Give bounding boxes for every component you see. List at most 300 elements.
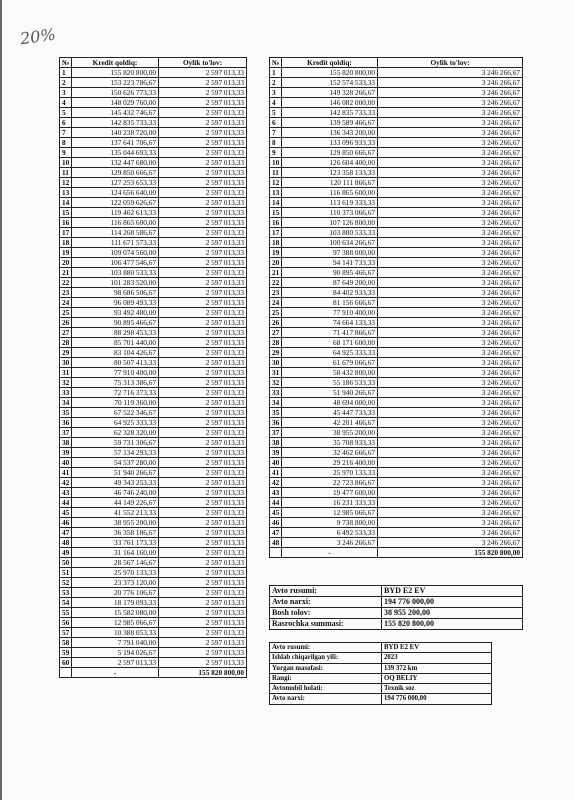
header-number: № (60, 58, 72, 68)
row-monthly-payment: 2 597 013,33 (159, 278, 247, 288)
table-row (270, 258, 523, 268)
row-credit-balance: 133 096 933,33 (282, 138, 378, 148)
row-credit-balance: 109 074 560,00 (72, 248, 159, 258)
row-monthly-payment: 2 597 013,33 (159, 168, 247, 178)
row-monthly-payment: 3 246 266,67 (378, 398, 523, 408)
row-credit-balance: 90 895 466,67 (72, 318, 159, 328)
row-number: 30 (60, 358, 72, 368)
row-number: 41 (270, 468, 282, 478)
table-row (60, 198, 247, 208)
row-number: 35 (60, 408, 72, 418)
row-monthly-payment: 2 597 013,33 (159, 548, 247, 558)
row-credit-balance: 9 738 800,00 (282, 518, 378, 528)
row-monthly-payment: 2 597 013,33 (159, 88, 247, 98)
row-credit-balance: 87 649 200,00 (282, 278, 378, 288)
row-monthly-payment: 3 246 266,67 (378, 348, 523, 358)
row-credit-balance: 61 679 066,67 (282, 358, 378, 368)
row-monthly-payment: 3 246 266,67 (378, 178, 523, 188)
table-row (60, 508, 247, 518)
row-credit-balance: 77 910 400,00 (72, 368, 159, 378)
row-number: 4 (270, 98, 282, 108)
row-credit-balance: 51 940 266,67 (72, 468, 159, 478)
row-monthly-payment: 2 597 013,33 (159, 518, 247, 528)
row-number: 48 (60, 538, 72, 548)
header-credit-balance: Kredit qoldiq: (72, 58, 159, 68)
row-monthly-payment: 2 597 013,33 (159, 298, 247, 308)
row-monthly-payment: 2 597 013,33 (159, 458, 247, 468)
table-row (60, 488, 247, 498)
table-row (270, 268, 523, 278)
row-credit-balance: 46 746 240,00 (72, 488, 159, 498)
row-monthly-payment: 3 246 266,67 (378, 88, 523, 98)
row-credit-balance: 132 447 680,00 (72, 158, 159, 168)
row-credit-balance: 75 313 386,67 (72, 378, 159, 388)
table-row (270, 418, 523, 428)
row-credit-balance: 16 231 333,33 (282, 498, 378, 508)
row-credit-balance: 62 328 320,00 (72, 428, 159, 438)
table-row (270, 228, 523, 238)
row-monthly-payment: 3 246 266,67 (378, 258, 523, 268)
table-row (60, 78, 247, 88)
info-label: Rangi: (270, 673, 382, 683)
total-empty (270, 548, 282, 558)
row-monthly-payment: 2 597 013,33 (159, 468, 247, 478)
table-row (60, 628, 247, 638)
table-row (60, 238, 247, 248)
row-number: 19 (60, 248, 72, 258)
row-credit-balance: 122 059 626,67 (72, 198, 159, 208)
info-label: Avtomobil holati: (270, 684, 382, 694)
row-number: 57 (60, 628, 72, 638)
row-number: 46 (60, 518, 72, 528)
table-row (270, 128, 523, 138)
total-row (60, 668, 247, 678)
info-value: BYD E2 EV (382, 643, 492, 653)
table-row (270, 398, 523, 408)
row-monthly-payment: 2 597 013,33 (159, 348, 247, 358)
row-number: 6 (60, 118, 72, 128)
row-monthly-payment: 3 246 266,67 (378, 318, 523, 328)
info-value: 194 776 000,00 (382, 694, 492, 704)
row-credit-balance: 155 820 800,00 (282, 68, 378, 78)
row-monthly-payment: 3 246 266,67 (378, 98, 523, 108)
table-row (270, 168, 523, 178)
table-row (60, 468, 247, 478)
row-monthly-payment: 2 597 013,33 (159, 398, 247, 408)
row-credit-balance: 33 761 173,33 (72, 538, 159, 548)
row-number: 5 (60, 108, 72, 118)
row-number: 15 (270, 208, 282, 218)
table-row (60, 608, 247, 618)
row-credit-balance: 137 641 706,67 (72, 138, 159, 148)
table-row (60, 88, 247, 98)
row-number: 56 (60, 618, 72, 628)
row-number: 42 (270, 478, 282, 488)
row-number: 29 (60, 348, 72, 358)
row-monthly-payment: 3 246 266,67 (378, 158, 523, 168)
table-row (270, 378, 523, 388)
row-credit-balance: 152 574 533,33 (282, 78, 378, 88)
row-credit-balance: 44 149 226,67 (72, 498, 159, 508)
table-row (60, 138, 247, 148)
table-row (60, 318, 247, 328)
table-row (60, 218, 247, 228)
row-credit-balance: 45 447 733,33 (282, 408, 378, 418)
row-monthly-payment: 2 597 013,33 (159, 248, 247, 258)
row-monthly-payment: 2 597 013,33 (159, 638, 247, 648)
row-credit-balance: 58 432 800,00 (282, 368, 378, 378)
row-credit-balance: 5 194 026,67 (72, 648, 159, 658)
row-number: 29 (270, 348, 282, 358)
info-row (270, 694, 492, 704)
info-value: BYD E2 EV (382, 586, 523, 597)
row-monthly-payment: 3 246 266,67 (378, 418, 523, 428)
table-row (270, 158, 523, 168)
row-monthly-payment: 2 597 013,33 (159, 508, 247, 518)
row-number: 6 (270, 118, 282, 128)
right-payment-table (269, 57, 523, 558)
row-credit-balance: 90 895 466,67 (282, 268, 378, 278)
info-label: Avto rusumi: (270, 586, 382, 597)
row-credit-balance: 116 865 600,00 (72, 218, 159, 228)
row-credit-balance: 6 492 533,33 (282, 528, 378, 538)
row-monthly-payment: 3 246 266,67 (378, 538, 523, 548)
row-monthly-payment: 2 597 013,33 (159, 198, 247, 208)
table-row (60, 228, 247, 238)
table-row (60, 518, 247, 528)
row-number: 22 (270, 278, 282, 288)
row-number: 55 (60, 608, 72, 618)
table-row (270, 428, 523, 438)
table-row (60, 658, 247, 668)
row-number: 4 (60, 98, 72, 108)
row-credit-balance: 18 179 093,33 (72, 598, 159, 608)
row-monthly-payment: 3 246 266,67 (378, 448, 523, 458)
row-monthly-payment: 2 597 013,33 (159, 338, 247, 348)
row-monthly-payment: 3 246 266,67 (378, 108, 523, 118)
row-number: 16 (60, 218, 72, 228)
row-number: 10 (270, 158, 282, 168)
info-label: Ishlab chiqarilgan yili: (270, 653, 382, 663)
table-row (270, 308, 523, 318)
info-value: Texnik soz (382, 684, 492, 694)
row-monthly-payment: 2 597 013,33 (159, 68, 247, 78)
table-row (60, 588, 247, 598)
info-value: 2023 (382, 653, 492, 663)
row-monthly-payment: 3 246 266,67 (378, 438, 523, 448)
row-credit-balance: 32 462 666,67 (282, 448, 378, 458)
row-monthly-payment: 3 246 266,67 (378, 298, 523, 308)
table-row (270, 538, 523, 548)
table-row (60, 178, 247, 188)
table-row (270, 138, 523, 148)
info-row (270, 586, 523, 597)
row-number: 32 (270, 378, 282, 388)
car-summary-table (269, 585, 523, 630)
row-number: 2 (270, 78, 282, 88)
row-number: 26 (60, 318, 72, 328)
row-number: 48 (270, 538, 282, 548)
row-credit-balance: 38 955 200,00 (72, 518, 159, 528)
table-row (60, 248, 247, 258)
scan-edge (0, 0, 2, 800)
table-row (270, 368, 523, 378)
row-number: 14 (60, 198, 72, 208)
info-label: Avto narxi: (270, 694, 382, 704)
row-credit-balance: 107 126 800,00 (282, 218, 378, 228)
row-number: 7 (60, 128, 72, 138)
row-number: 16 (270, 218, 282, 228)
row-credit-balance: 135 044 693,33 (72, 148, 159, 158)
table-row (60, 368, 247, 378)
row-number: 20 (270, 258, 282, 268)
row-number: 33 (60, 388, 72, 398)
table-row (60, 208, 247, 218)
row-number: 52 (60, 578, 72, 588)
row-monthly-payment: 2 597 013,33 (159, 388, 247, 398)
table-row (60, 328, 247, 338)
row-credit-balance: 41 552 213,33 (72, 508, 159, 518)
row-monthly-payment: 3 246 266,67 (378, 68, 523, 78)
row-credit-balance: 93 492 480,00 (72, 308, 159, 318)
info-label: Avto rusumi: (270, 643, 382, 653)
row-credit-balance: 51 940 266,67 (282, 388, 378, 398)
row-monthly-payment: 3 246 266,67 (378, 308, 523, 318)
row-number: 21 (270, 268, 282, 278)
row-monthly-payment: 2 597 013,33 (159, 608, 247, 618)
row-number: 59 (60, 648, 72, 658)
row-number: 38 (270, 438, 282, 448)
row-credit-balance: 7 791 040,00 (72, 638, 159, 648)
info-value: 194 776 000,00 (382, 597, 523, 608)
row-monthly-payment: 2 597 013,33 (159, 478, 247, 488)
table-row (270, 148, 523, 158)
row-monthly-payment: 3 246 266,67 (378, 218, 523, 228)
row-credit-balance: 55 186 533,33 (282, 378, 378, 388)
row-number: 18 (60, 238, 72, 248)
table-row (270, 488, 523, 498)
row-number: 1 (60, 68, 72, 78)
table-row (60, 538, 247, 548)
row-credit-balance: 57 134 293,33 (72, 448, 159, 458)
row-monthly-payment: 2 597 013,33 (159, 408, 247, 418)
info-value: OQ BELIY (382, 673, 492, 683)
table-row (270, 238, 523, 248)
row-monthly-payment: 2 597 013,33 (159, 238, 247, 248)
info-value: 155 820 800,00 (382, 619, 523, 630)
row-number: 35 (270, 408, 282, 418)
row-monthly-payment: 2 597 013,33 (159, 448, 247, 458)
row-number: 21 (60, 268, 72, 278)
table-row (270, 218, 523, 228)
row-credit-balance: 100 634 266,67 (282, 238, 378, 248)
table-row (60, 288, 247, 298)
row-number: 9 (60, 148, 72, 158)
table-row (60, 118, 247, 128)
table-row (60, 438, 247, 448)
row-credit-balance: 74 664 133,33 (282, 318, 378, 328)
total-dash: - (72, 668, 159, 678)
row-monthly-payment: 2 597 013,33 (159, 158, 247, 168)
row-number: 12 (270, 178, 282, 188)
row-monthly-payment: 2 597 013,33 (159, 618, 247, 628)
table-row (270, 348, 523, 358)
table-row (60, 528, 247, 538)
row-credit-balance: 111 671 573,33 (72, 238, 159, 248)
info-row (270, 653, 492, 663)
table-row (60, 158, 247, 168)
row-credit-balance: 103 880 533,33 (72, 268, 159, 278)
table-row (270, 438, 523, 448)
row-number: 36 (60, 418, 72, 428)
row-monthly-payment: 2 597 013,33 (159, 418, 247, 428)
info-row (270, 597, 523, 608)
row-credit-balance: 146 082 000,00 (282, 98, 378, 108)
row-monthly-payment: 3 246 266,67 (378, 168, 523, 178)
table-row (270, 408, 523, 418)
row-monthly-payment: 3 246 266,67 (378, 488, 523, 498)
table-row (270, 78, 523, 88)
row-credit-balance: 12 985 066,67 (282, 508, 378, 518)
info-row (270, 619, 523, 630)
row-number: 33 (270, 388, 282, 398)
row-credit-balance: 59 731 306,67 (72, 438, 159, 448)
row-number: 22 (60, 278, 72, 288)
row-credit-balance: 140 238 720,00 (72, 128, 159, 138)
table-row (60, 128, 247, 138)
row-credit-balance: 23 373 120,00 (72, 578, 159, 588)
table-row (270, 318, 523, 328)
row-credit-balance: 67 522 346,67 (72, 408, 159, 418)
row-credit-balance: 101 283 520,00 (72, 278, 159, 288)
row-number: 25 (60, 308, 72, 318)
row-monthly-payment: 3 246 266,67 (378, 368, 523, 378)
row-credit-balance: 42 201 466,67 (282, 418, 378, 428)
info-row (270, 663, 492, 673)
table-row (60, 548, 247, 558)
row-monthly-payment: 2 597 013,33 (159, 258, 247, 268)
row-credit-balance: 31 164 160,00 (72, 548, 159, 558)
row-number: 11 (270, 168, 282, 178)
row-credit-balance: 10 388 053,33 (72, 628, 159, 638)
info-label: Yurgan masofasi: (270, 663, 382, 673)
row-monthly-payment: 2 597 013,33 (159, 498, 247, 508)
table-row (270, 248, 523, 258)
row-monthly-payment: 3 246 266,67 (378, 238, 523, 248)
row-monthly-payment: 2 597 013,33 (159, 128, 247, 138)
row-number: 8 (270, 138, 282, 148)
table-row (270, 118, 523, 128)
total-dash: - (282, 548, 378, 558)
row-credit-balance: 15 582 080,00 (72, 608, 159, 618)
table-row (60, 338, 247, 348)
row-credit-balance: 71 417 866,67 (282, 328, 378, 338)
row-monthly-payment: 3 246 266,67 (378, 228, 523, 238)
row-number: 31 (270, 368, 282, 378)
table-row (270, 98, 523, 108)
table-row (60, 298, 247, 308)
row-number: 24 (270, 298, 282, 308)
row-credit-balance: 2 597 013,33 (72, 658, 159, 668)
table-row (270, 288, 523, 298)
row-monthly-payment: 3 246 266,67 (378, 188, 523, 198)
row-monthly-payment: 3 246 266,67 (378, 408, 523, 418)
info-row (270, 684, 492, 694)
row-number: 47 (270, 528, 282, 538)
table-row (60, 388, 247, 398)
row-credit-balance: 88 298 453,33 (72, 328, 159, 338)
row-number: 45 (60, 508, 72, 518)
row-credit-balance: 145 432 746,67 (72, 108, 159, 118)
row-monthly-payment: 2 597 013,33 (159, 368, 247, 378)
row-monthly-payment: 2 597 013,33 (159, 658, 247, 668)
row-monthly-payment: 2 597 013,33 (159, 148, 247, 158)
left-payment-table (59, 57, 247, 678)
row-number: 19 (270, 248, 282, 258)
row-number: 40 (60, 458, 72, 468)
row-number: 17 (60, 228, 72, 238)
header-monthly-payment: Oylik to'lov: (159, 58, 247, 68)
row-number: 10 (60, 158, 72, 168)
row-number: 54 (60, 598, 72, 608)
table-row (60, 558, 247, 568)
row-credit-balance: 72 716 373,33 (72, 388, 159, 398)
row-number: 30 (270, 358, 282, 368)
row-number: 3 (270, 88, 282, 98)
table-row (270, 108, 523, 118)
table-row (270, 88, 523, 98)
row-monthly-payment: 3 246 266,67 (378, 248, 523, 258)
table-row (60, 278, 247, 288)
table-header-row (60, 58, 247, 68)
row-monthly-payment: 2 597 013,33 (159, 78, 247, 88)
table-row (270, 508, 523, 518)
row-number: 37 (270, 428, 282, 438)
row-monthly-payment: 2 597 013,33 (159, 378, 247, 388)
row-credit-balance: 64 925 333,33 (72, 418, 159, 428)
table-row (60, 68, 247, 78)
table-row (60, 148, 247, 158)
table-row (270, 478, 523, 488)
row-credit-balance: 48 694 000,00 (282, 398, 378, 408)
row-number: 44 (270, 498, 282, 508)
row-number: 38 (60, 438, 72, 448)
row-monthly-payment: 2 597 013,33 (159, 98, 247, 108)
total-amount: 155 820 800,00 (159, 668, 247, 678)
row-number: 31 (60, 368, 72, 378)
table-row (60, 308, 247, 318)
row-credit-balance: 85 701 440,00 (72, 338, 159, 348)
row-monthly-payment: 3 246 266,67 (378, 358, 523, 368)
row-number: 13 (270, 188, 282, 198)
table-row (270, 278, 523, 288)
row-number: 5 (270, 108, 282, 118)
header-monthly-payment: Oylik to'lov: (378, 58, 523, 68)
row-number: 8 (60, 138, 72, 148)
row-number: 11 (60, 168, 72, 178)
row-number: 41 (60, 468, 72, 478)
row-monthly-payment: 2 597 013,33 (159, 578, 247, 588)
row-number: 49 (60, 548, 72, 558)
table-row (60, 618, 247, 628)
row-number: 28 (270, 338, 282, 348)
row-credit-balance: 155 820 800,00 (72, 68, 159, 78)
table-row (270, 528, 523, 538)
row-monthly-payment: 3 246 266,67 (378, 78, 523, 88)
table-row (270, 498, 523, 508)
row-monthly-payment: 2 597 013,33 (159, 288, 247, 298)
row-number: 27 (270, 328, 282, 338)
